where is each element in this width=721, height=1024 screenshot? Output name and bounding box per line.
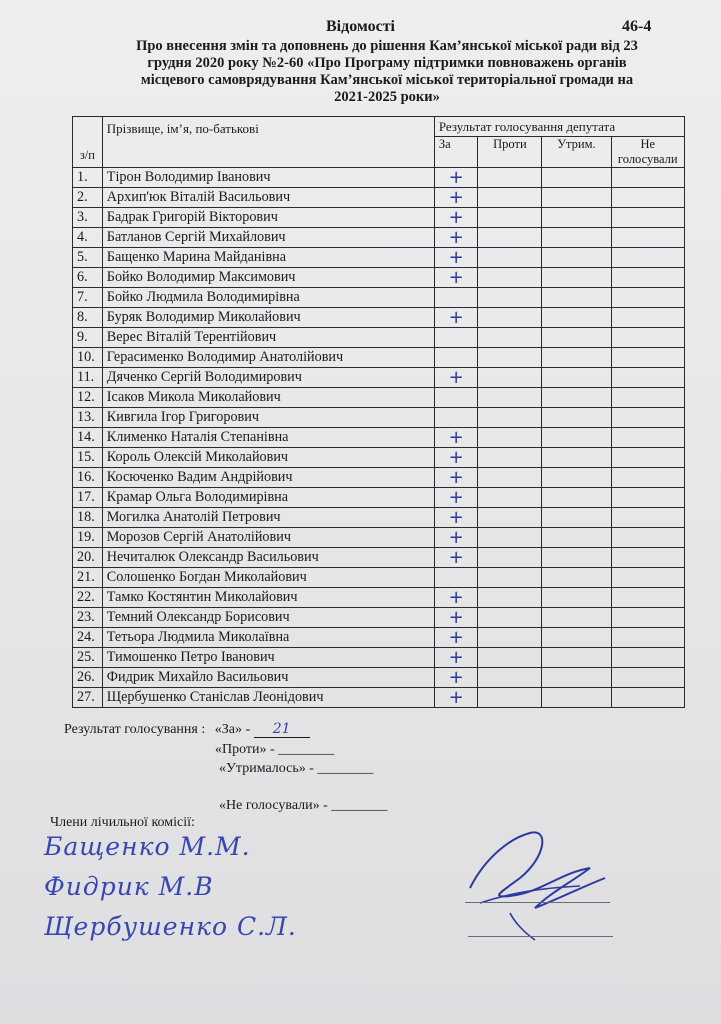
subject-line: грудня 2020 року №2-60 «Про Програму підтримки повноважень органів bbox=[147, 55, 627, 71]
row-utrym bbox=[542, 688, 611, 708]
table-row bbox=[73, 228, 685, 248]
table-row bbox=[73, 308, 685, 328]
row-za: + bbox=[434, 308, 478, 328]
summary-proty bbox=[215, 742, 334, 758]
row-za bbox=[434, 288, 478, 308]
summary-label: Результат голосування : bbox=[64, 722, 206, 737]
table-row bbox=[73, 348, 685, 368]
row-name: Крамар Ольга Володимирівна bbox=[102, 488, 434, 508]
table-row bbox=[73, 548, 685, 568]
summary-ne-label: «Не голосували» - bbox=[219, 798, 328, 813]
row-name: Морозов Сергій Анатолійович bbox=[102, 528, 434, 548]
row-number: 19. bbox=[73, 528, 103, 548]
row-ne-holosuvaly bbox=[611, 348, 685, 368]
row-name: Ісаков Микола Миколайович bbox=[102, 388, 434, 408]
row-utrym bbox=[542, 468, 611, 488]
row-name: Щербушенко Станіслав Леонідович bbox=[102, 688, 434, 708]
signature-shcherbushenko: Щербушенко С.Л. bbox=[44, 912, 297, 941]
row-number: 10. bbox=[73, 348, 103, 368]
row-proty bbox=[478, 248, 542, 268]
commission-label: Члени лічильної комісії: bbox=[50, 815, 195, 830]
row-proty bbox=[478, 508, 542, 528]
row-utrym bbox=[542, 308, 611, 328]
row-number: 26. bbox=[73, 668, 103, 688]
table-row bbox=[73, 668, 685, 688]
summary-za-label: «За» - bbox=[214, 722, 251, 737]
summary-ne-blank: ________ bbox=[331, 798, 388, 813]
row-ne-holosuvaly bbox=[611, 428, 685, 448]
row-utrym bbox=[542, 668, 611, 688]
row-utrym bbox=[542, 588, 611, 608]
summary-utrym-label: «Утрималось» - bbox=[219, 761, 314, 776]
row-utrym bbox=[542, 268, 611, 288]
row-utrym bbox=[542, 188, 611, 208]
row-ne-holosuvaly bbox=[611, 628, 685, 648]
row-proty bbox=[478, 428, 542, 448]
row-ne-holosuvaly bbox=[611, 648, 685, 668]
row-ne-holosuvaly bbox=[611, 328, 685, 348]
document-title: Відомості bbox=[326, 18, 395, 35]
row-number: 23. bbox=[73, 608, 103, 628]
row-number: 27. bbox=[73, 688, 103, 708]
summary-za-value: 21 bbox=[254, 721, 310, 738]
row-za: + bbox=[434, 208, 478, 228]
row-ne-holosuvaly bbox=[611, 308, 685, 328]
header-za: За bbox=[434, 137, 478, 168]
row-ne-holosuvaly bbox=[611, 528, 685, 548]
row-name: Клименко Наталія Степанівна bbox=[102, 428, 434, 448]
row-ne-holosuvaly bbox=[611, 268, 685, 288]
row-name: Бадрак Григорій Вікторович bbox=[102, 208, 434, 228]
voting-table bbox=[72, 116, 685, 708]
summary-utrym-blank: ________ bbox=[317, 761, 374, 776]
row-utrym bbox=[542, 288, 611, 308]
summary-ne bbox=[219, 798, 387, 814]
row-proty bbox=[478, 488, 542, 508]
table-row bbox=[73, 628, 685, 648]
summary-proty-label: «Проти» - bbox=[215, 742, 275, 757]
row-za: + bbox=[434, 588, 478, 608]
row-za: + bbox=[434, 648, 478, 668]
row-ne-holosuvaly bbox=[611, 228, 685, 248]
row-utrym bbox=[542, 428, 611, 448]
row-utrym bbox=[542, 568, 611, 588]
row-za: + bbox=[434, 448, 478, 468]
table-row bbox=[73, 448, 685, 468]
row-ne-holosuvaly bbox=[611, 608, 685, 628]
row-name: Тамко Костянтин Миколайович bbox=[102, 588, 434, 608]
row-name: Фидрик Михайло Васильович bbox=[102, 668, 434, 688]
row-number: 25. bbox=[73, 648, 103, 668]
document-number: 46-4 bbox=[622, 18, 652, 35]
row-proty bbox=[478, 188, 542, 208]
table-row bbox=[73, 528, 685, 548]
row-ne-holosuvaly bbox=[611, 508, 685, 528]
row-proty bbox=[478, 688, 542, 708]
row-za: + bbox=[434, 488, 478, 508]
row-utrym bbox=[542, 408, 611, 428]
table-row bbox=[73, 508, 685, 528]
table-row bbox=[73, 168, 685, 188]
row-number: 9. bbox=[73, 328, 103, 348]
row-za bbox=[434, 568, 478, 588]
row-utrym bbox=[542, 228, 611, 248]
table-row bbox=[73, 268, 685, 288]
row-number: 3. bbox=[73, 208, 103, 228]
table-row bbox=[73, 188, 685, 208]
row-ne-holosuvaly bbox=[611, 208, 685, 228]
row-ne-holosuvaly bbox=[611, 568, 685, 588]
row-number: 1. bbox=[73, 168, 103, 188]
header-result: Результат голосування депутата bbox=[434, 117, 684, 137]
row-za: + bbox=[434, 468, 478, 488]
summary-result bbox=[64, 721, 310, 738]
table-row bbox=[73, 408, 685, 428]
row-number: 14. bbox=[73, 428, 103, 448]
row-za: + bbox=[434, 268, 478, 288]
table-row bbox=[73, 588, 685, 608]
row-proty bbox=[478, 268, 542, 288]
row-name: Бойко Людмила Володимирівна bbox=[102, 288, 434, 308]
header-ne-holosuvaly: Не голосували bbox=[611, 137, 685, 168]
row-za bbox=[434, 408, 478, 428]
subject-line: місцевого самоврядування Кам’янської міської територіальної громади на bbox=[140, 72, 634, 88]
row-proty bbox=[478, 328, 542, 348]
row-number: 11. bbox=[73, 368, 103, 388]
row-number: 15. bbox=[73, 448, 103, 468]
table-row bbox=[73, 488, 685, 508]
row-number: 7. bbox=[73, 288, 103, 308]
row-utrym bbox=[542, 508, 611, 528]
row-number: 20. bbox=[73, 548, 103, 568]
row-za: + bbox=[434, 528, 478, 548]
row-za: + bbox=[434, 228, 478, 248]
row-proty bbox=[478, 628, 542, 648]
row-utrym bbox=[542, 208, 611, 228]
row-ne-holosuvaly bbox=[611, 288, 685, 308]
row-utrym bbox=[542, 368, 611, 388]
row-ne-holosuvaly bbox=[611, 168, 685, 188]
header-number: з/п bbox=[73, 117, 103, 168]
row-ne-holosuvaly bbox=[611, 188, 685, 208]
row-za: + bbox=[434, 368, 478, 388]
table-row bbox=[73, 428, 685, 448]
table-row bbox=[73, 368, 685, 388]
row-za: + bbox=[434, 188, 478, 208]
row-utrym bbox=[542, 168, 611, 188]
table-row bbox=[73, 208, 685, 228]
row-number: 22. bbox=[73, 588, 103, 608]
row-za: + bbox=[434, 608, 478, 628]
row-za: + bbox=[434, 168, 478, 188]
row-name: Нечиталюк Олександр Васильович bbox=[102, 548, 434, 568]
row-name: Тимошенко Петро Іванович bbox=[102, 648, 434, 668]
table-row bbox=[73, 248, 685, 268]
row-number: 21. bbox=[73, 568, 103, 588]
row-za: + bbox=[434, 548, 478, 568]
row-za bbox=[434, 348, 478, 368]
row-name: Косюченко Вадим Андрійович bbox=[102, 468, 434, 488]
row-ne-holosuvaly bbox=[611, 388, 685, 408]
row-name: Тірон Володимир Іванович bbox=[102, 168, 434, 188]
row-utrym bbox=[542, 628, 611, 648]
row-proty bbox=[478, 468, 542, 488]
row-proty bbox=[478, 588, 542, 608]
row-proty bbox=[478, 528, 542, 548]
table-row bbox=[73, 688, 685, 708]
row-ne-holosuvaly bbox=[611, 548, 685, 568]
signature-line bbox=[468, 936, 613, 937]
row-name: Бащенко Марина Майданівна bbox=[102, 248, 434, 268]
row-number: 24. bbox=[73, 628, 103, 648]
row-name: Бойко Володимир Максимович bbox=[102, 268, 434, 288]
row-ne-holosuvaly bbox=[611, 408, 685, 428]
row-utrym bbox=[542, 388, 611, 408]
row-number: 4. bbox=[73, 228, 103, 248]
row-name: Темний Олександр Борисович bbox=[102, 608, 434, 628]
row-utrym bbox=[542, 348, 611, 368]
row-name: Батланов Сергій Михайлович bbox=[102, 228, 434, 248]
row-za: + bbox=[434, 248, 478, 268]
row-name: Герасименко Володимир Анатолійович bbox=[102, 348, 434, 368]
row-ne-holosuvaly bbox=[611, 448, 685, 468]
table-row bbox=[73, 388, 685, 408]
table-row bbox=[73, 468, 685, 488]
row-number: 8. bbox=[73, 308, 103, 328]
row-za bbox=[434, 388, 478, 408]
header-utrym: Утрим. bbox=[542, 137, 611, 168]
summary-utrym bbox=[219, 761, 373, 777]
table-row bbox=[73, 568, 685, 588]
row-proty bbox=[478, 168, 542, 188]
signature-line bbox=[465, 902, 610, 903]
row-number: 13. bbox=[73, 408, 103, 428]
row-name: Король Олексій Миколайович bbox=[102, 448, 434, 468]
summary-proty-blank: ________ bbox=[278, 742, 335, 757]
row-number: 6. bbox=[73, 268, 103, 288]
subject-line: 2021-2025 роки» bbox=[334, 89, 440, 105]
row-proty bbox=[478, 368, 542, 388]
row-ne-holosuvaly bbox=[611, 688, 685, 708]
row-utrym bbox=[542, 488, 611, 508]
row-number: 18. bbox=[73, 508, 103, 528]
row-proty bbox=[478, 228, 542, 248]
row-proty bbox=[478, 388, 542, 408]
row-za: + bbox=[434, 628, 478, 648]
row-za: + bbox=[434, 688, 478, 708]
row-name: Солошенко Богдан Миколайович bbox=[102, 568, 434, 588]
row-utrym bbox=[542, 608, 611, 628]
signature-bashchenko: Бащенко М.М. bbox=[44, 832, 251, 861]
row-ne-holosuvaly bbox=[611, 468, 685, 488]
table-row bbox=[73, 648, 685, 668]
header-name: Прізвище, ім’я, по-батькові bbox=[102, 117, 434, 168]
subject-line: Про внесення змін та доповнень до рішення Кам’янської міської ради від 23 bbox=[136, 38, 638, 54]
row-utrym bbox=[542, 528, 611, 548]
row-name: Дяченко Сергій Володимирович bbox=[102, 368, 434, 388]
row-number: 12. bbox=[73, 388, 103, 408]
row-za: + bbox=[434, 508, 478, 528]
row-proty bbox=[478, 608, 542, 628]
row-ne-holosuvaly bbox=[611, 248, 685, 268]
table-row bbox=[73, 288, 685, 308]
row-number: 5. bbox=[73, 248, 103, 268]
row-utrym bbox=[542, 328, 611, 348]
row-number: 2. bbox=[73, 188, 103, 208]
row-proty bbox=[478, 408, 542, 428]
row-proty bbox=[478, 448, 542, 468]
row-name: Верес Віталій Терентійович bbox=[102, 328, 434, 348]
row-proty bbox=[478, 208, 542, 228]
row-za: + bbox=[434, 668, 478, 688]
row-proty bbox=[478, 288, 542, 308]
document-subject bbox=[88, 38, 686, 106]
row-proty bbox=[478, 648, 542, 668]
row-proty bbox=[478, 548, 542, 568]
row-name: Кивгила Ігор Григорович bbox=[102, 408, 434, 428]
row-proty bbox=[478, 668, 542, 688]
row-proty bbox=[478, 348, 542, 368]
row-za bbox=[434, 328, 478, 348]
row-name: Буряк Володимир Миколайович bbox=[102, 308, 434, 328]
table-row bbox=[73, 328, 685, 348]
row-utrym bbox=[542, 248, 611, 268]
row-ne-holosuvaly bbox=[611, 668, 685, 688]
header-proty: Проти bbox=[478, 137, 542, 168]
table-row bbox=[73, 608, 685, 628]
row-name: Могилка Анатолій Петрович bbox=[102, 508, 434, 528]
row-ne-holosuvaly bbox=[611, 368, 685, 388]
row-proty bbox=[478, 308, 542, 328]
row-utrym bbox=[542, 548, 611, 568]
signature-fydryk: Фидрик М.В bbox=[44, 872, 214, 901]
row-number: 16. bbox=[73, 468, 103, 488]
row-ne-holosuvaly bbox=[611, 588, 685, 608]
row-name: Архип'юк Віталій Васильович bbox=[102, 188, 434, 208]
handwritten-signature-icon bbox=[440, 818, 620, 948]
row-ne-holosuvaly bbox=[611, 488, 685, 508]
row-utrym bbox=[542, 448, 611, 468]
row-name: Тетьора Людмила Миколаївна bbox=[102, 628, 434, 648]
row-za: + bbox=[434, 428, 478, 448]
row-proty bbox=[478, 568, 542, 588]
row-number: 17. bbox=[73, 488, 103, 508]
row-utrym bbox=[542, 648, 611, 668]
